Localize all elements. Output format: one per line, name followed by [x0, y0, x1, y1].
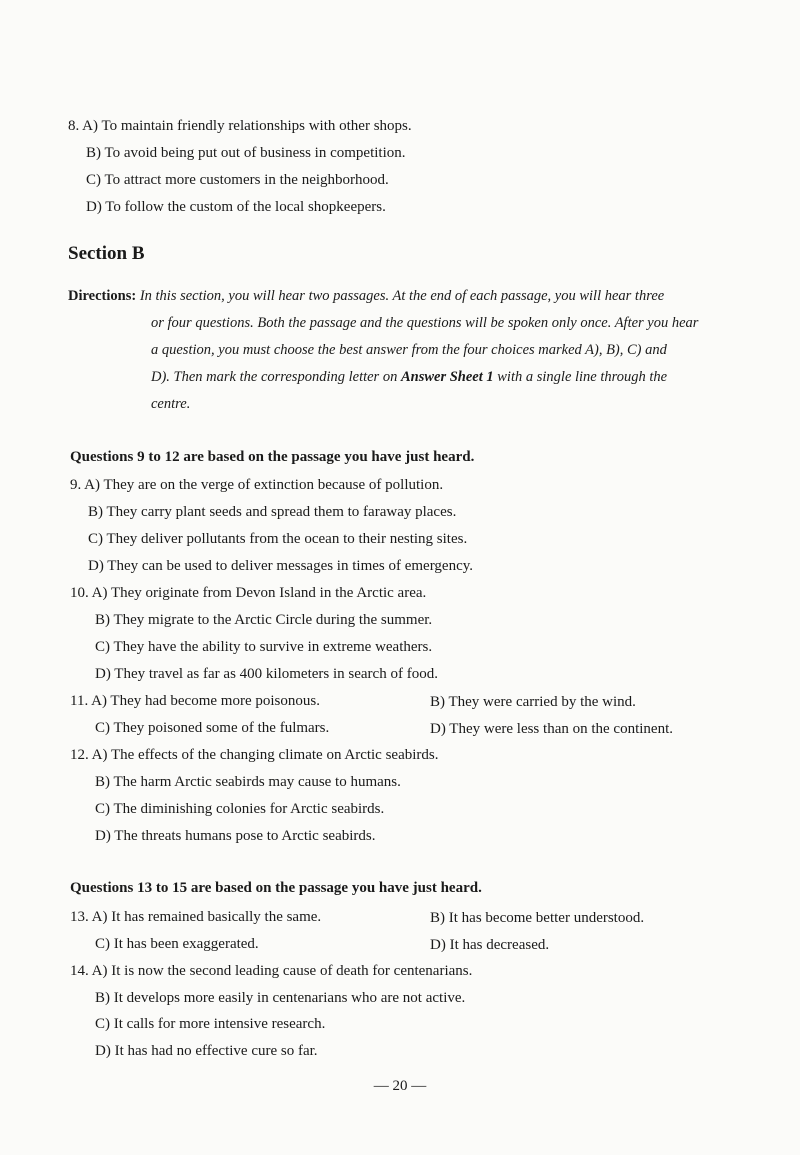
- q12-option-d: D) The threats humans pose to Arctic seabirds.: [95, 828, 376, 844]
- directions-line-5: centre.: [151, 396, 191, 412]
- q9-option-b: B) They carry plant seeds and spread them to faraway places.: [88, 504, 457, 520]
- q9-option-a: 9. A) They are on the verge of extinction because of pollution.: [70, 477, 444, 493]
- q13-option-c: C) It has been exaggerated.: [95, 936, 259, 952]
- q12-option-b: B) The harm Arctic seabirds may cause to humans.: [95, 774, 401, 790]
- group2-heading: Questions 13 to 15 are based on the passage you have just heard.: [70, 880, 482, 896]
- directions-line-4: [151, 367, 667, 387]
- q14-option-c: C) It calls for more intensive research.: [95, 1016, 326, 1032]
- q13-option-b: B) It has become better understood.: [430, 910, 645, 926]
- q8-option-b: B) To avoid being put out of business in competition.: [86, 145, 406, 161]
- q8-option-d: D) To follow the custom of the local shopkeepers.: [86, 199, 386, 215]
- q14-option-d: D) It has had no effective cure so far.: [95, 1043, 318, 1059]
- q12-option-c: C) The diminishing colonies for Arctic seabirds.: [95, 801, 385, 817]
- page-number: — 20 —: [373, 1078, 427, 1094]
- q11-option-c: C) They poisoned some of the fulmars.: [95, 720, 330, 736]
- q8-option-a: 8. A) To maintain friendly relationships with other shops.: [68, 118, 412, 134]
- q10-option-a: 10. A) They originate from Devon Island in the Arctic area.: [70, 585, 427, 601]
- group1-heading: Questions 9 to 12 are based on the passage you have just heard.: [70, 449, 475, 465]
- q10-option-d: D) They travel as far as 400 kilometers in search of food.: [95, 666, 438, 682]
- directions-text-1: In this section, you will hear two passages. At the end of each passage, you will hear three: [139, 288, 665, 304]
- directions-text-4a: D). Then mark the corresponding letter on: [151, 369, 401, 385]
- q13-option-a: 13. A) It has remained basically the same.: [70, 909, 322, 925]
- q11-option-a: 11. A) They had become more poisonous.: [70, 693, 320, 709]
- q13-option-d: D) It has decreased.: [430, 937, 550, 953]
- q9-option-c: C) They deliver pollutants from the ocean to their nesting sites.: [88, 531, 468, 547]
- q10-option-b: B) They migrate to the Arctic Circle during the summer.: [95, 612, 433, 628]
- q12-option-a: 12. A) The effects of the changing climate on Arctic seabirds.: [70, 747, 439, 763]
- directions-line-3: a question, you must choose the best answer from the four choices marked A), B), C) and: [151, 342, 667, 358]
- directions-label: Directions:: [68, 288, 137, 304]
- q14-option-a: 14. A) It is now the second leading cause of death for centenarians.: [70, 963, 473, 979]
- answer-sheet-ref: Answer Sheet 1: [400, 369, 494, 385]
- q10-option-c: C) They have the ability to survive in extreme weathers.: [95, 639, 433, 655]
- q11-option-d: D) They were less than on the continent.: [430, 721, 673, 737]
- directions-line-1: [68, 286, 664, 306]
- q9-option-d: D) They can be used to deliver messages in times of emergency.: [88, 558, 474, 574]
- q14-option-b: B) It develops more easily in centenarians who are not active.: [95, 990, 466, 1006]
- section-title: Section B: [68, 243, 145, 264]
- directions-text-4c: with a single line through the: [493, 369, 668, 385]
- directions-line-2: or four questions. Both the passage and the questions will be spoken only once. After you hear: [151, 315, 699, 331]
- q8-option-c: C) To attract more customers in the neighborhood.: [86, 172, 389, 188]
- q11-option-b: B) They were carried by the wind.: [430, 694, 636, 710]
